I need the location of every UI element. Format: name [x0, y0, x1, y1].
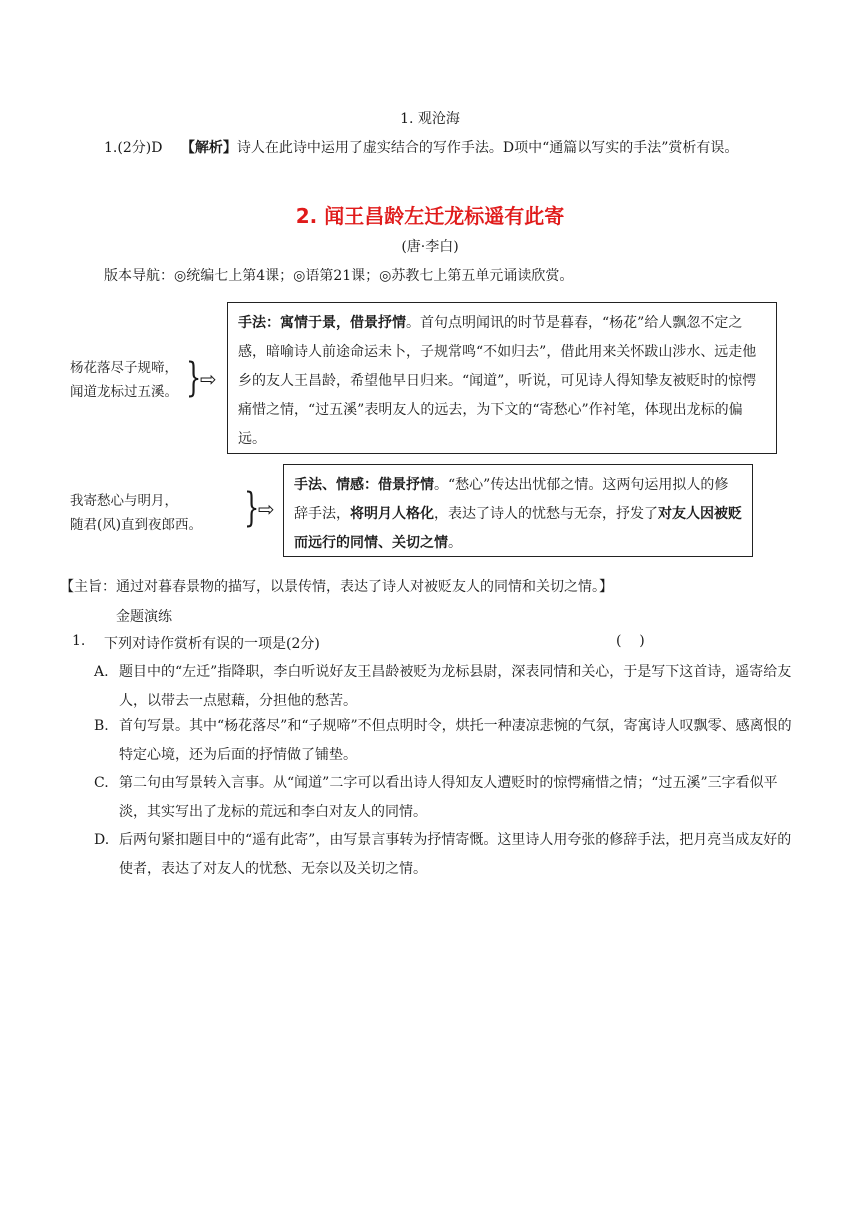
- analysis-box-text: 。“愁心”传达出忧郁之情。这两句运用拟人的修辞手法，: [294, 477, 729, 522]
- analysis-box-text: 。: [448, 535, 462, 551]
- brace-icon: }: [186, 355, 202, 401]
- version-nav: 版本导航：◎统编七上第4课；◎语第21课；◎苏教七上第五单元诵读欣赏。: [104, 268, 574, 284]
- option-label: D.: [94, 832, 110, 848]
- practice-heading: 金题演练: [116, 609, 172, 625]
- question-number: 1.: [72, 633, 86, 649]
- analysis-box-text: 。首句点明闻讯的时节是暮春，“杨花”给人飘忽不定之感，暗喻诗人前途命运未卜，子规常鸣“不如归去”，借此用来关怀跋山涉水、远走他乡的友人王昌龄，希望他早日归来。“闻道”，听说，可见诗人得知挚友被贬时的惊愕痛惜之情，“过五溪”表明友人的远去，为下文的“寄愁心”作衬笔，体现出龙标的偏远。: [238, 315, 757, 447]
- option-label: A.: [94, 664, 109, 680]
- poem-line: 闻道龙标过五溪。: [70, 384, 178, 400]
- poem-lines-2: [70, 489, 202, 537]
- option-text: 题目中的“左迁”指降职，李白听说好友王昌龄被贬为龙标县尉，深表同情和关心，于是写下这首诗，遥寄给友人，以带去一点慰藉，分担他的愁苦。: [119, 664, 792, 709]
- option-b: [94, 712, 794, 770]
- poem-line: 随君(风)直到夜郎西。: [70, 517, 203, 533]
- option-text: 第二句由写景转入言事。从“闻道”二字可以看出诗人得知友人遭贬时的惊愕痛惜之情；“过五溪”三字看似平淡，其实写出了龙标的荒远和李白对友人的同情。: [119, 775, 778, 820]
- analysis-box-emphasis: 将明月人格化: [350, 506, 434, 522]
- right-arrow-icon: ⇨: [200, 367, 217, 391]
- theme-statement: 【主旨：通过对暮春景物的描写，以景传情，表达了诗人对被贬友人的同情和关切之情。】: [60, 579, 613, 595]
- option-text: 后两句紧扣题目中的“遥有此寄”，由写景言事转为抒情寄慨。这里诗人用夸张的修辞手法，把月亮当成友好的使者，表达了对友人的忧愁、无奈以及关切之情。: [119, 832, 792, 877]
- option-a: [94, 658, 794, 716]
- brace-icon: }: [244, 485, 260, 531]
- prev-section-heading: 1. 观沧海: [400, 111, 460, 127]
- analysis-box-emphasis: 对友人因被贬而远行的同情、关切之情: [294, 506, 742, 551]
- poem-line: 杨花落尽子规啼，: [70, 360, 178, 376]
- right-arrow-icon: ⇨: [258, 497, 275, 521]
- poem-author: (唐·李白): [401, 239, 459, 255]
- option-d: [94, 826, 794, 884]
- answer-label: 1.(2分)D: [104, 140, 163, 156]
- answer-blank: ( ): [616, 633, 645, 649]
- option-label: B.: [94, 718, 109, 734]
- option-c: [94, 769, 794, 827]
- analysis-box-label: 手法、情感：借景抒情: [294, 477, 434, 493]
- analysis-label: 【解析】: [180, 140, 237, 156]
- poem-lines-1: [70, 356, 178, 404]
- question-text: 下列对诗作赏析有误的一项是(2分): [104, 636, 320, 652]
- option-text: 首句写景。其中“杨花落尽”和“子规啼”不但点明时令，烘托一种凄凉悲惋的气氛，寄寓诗人叹飘零、感离恨的特定心境，还为后面的抒情做了铺垫。: [119, 718, 792, 763]
- analysis-text: 诗人在此诗中运用了虚实结合的写作手法。D项中“通篇以写实的手法”赏析有误。: [236, 140, 739, 156]
- option-label: C.: [94, 775, 109, 791]
- analysis-box-label: 手法：寓情于景，借景抒情: [238, 315, 406, 331]
- analysis-box-1: [227, 302, 777, 454]
- poem-title: 2. 闻王昌龄左迁龙标遥有此寄: [295, 204, 565, 228]
- analysis-box-text: ，表达了诗人的忧愁与无奈，抒发了: [434, 506, 658, 522]
- analysis-box-2: [283, 464, 753, 557]
- prev-answer-line: [104, 137, 824, 157]
- poem-line: 我寄愁心与明月，: [70, 493, 178, 509]
